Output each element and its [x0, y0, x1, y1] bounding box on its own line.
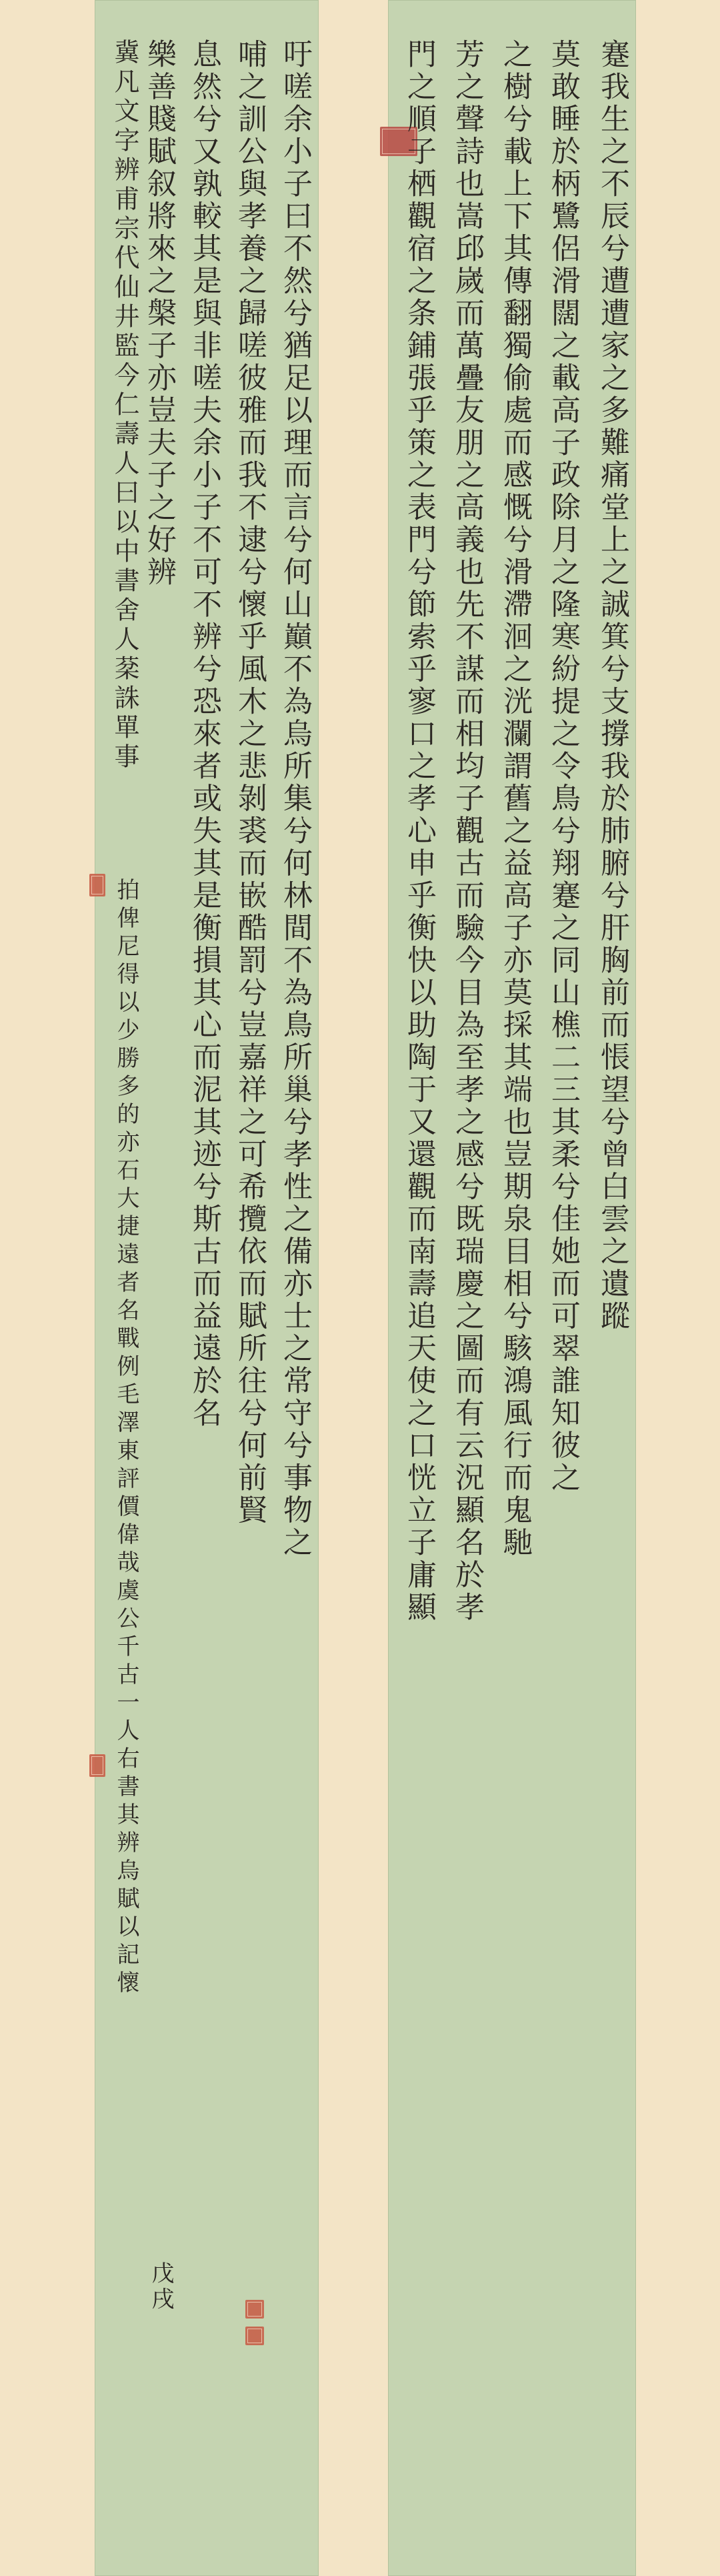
text-column-l1: 吁嗟余小子曰不然兮猶足以理而言兮何山巔不為烏所集兮何林間不為鳥所巢兮孝性之備亦士之常守兮事物之 — [278, 39, 312, 1559]
text-column-r3: 之樹兮載上下其傳翻獨偷處而感慨兮滑滯洄之洸瀾謂舊之益高子亦莫採其端也豈期泉目相兮駭鴻風行而鬼馳 — [498, 39, 532, 1559]
text-column-l5: 冀凡文字辨甫宗代仙井監今仁壽人曰以中書舍人棻誅單事 — [110, 39, 139, 772]
text-column-l3: 息然兮又孰較其是與非嗟夫余小子不可不辨兮恐來者或失其是衡損其心而泥其迹兮斯古而益遠於名 — [187, 39, 221, 1430]
left-scroll-panel — [95, 0, 319, 2576]
seal-2 — [89, 1754, 105, 1777]
signature-seal-1 — [245, 2300, 264, 2319]
seal-1 — [89, 874, 105, 896]
inscription-column: 拍俾尼得以少勝多的亦石大捷遠者名戰例毛澤東評價偉哉虞公千古一人右書其辨烏賦以記懷 — [113, 878, 139, 1998]
right-scroll-panel — [388, 0, 636, 2576]
text-column-r2: 莫敢睡於柄鷺侶滑闊之載高子政除月之隆寒紛提之令鳥兮翔蹇之同山樵二三其柔兮佳她而可翠誰知彼之 — [546, 39, 580, 1495]
text-column-r4: 芳之聲詩也嵩邱嵗而萬疊友朋之高義也先不謀而相均子觀古而驗今目為至孝之感兮既瑞慶之圖而有云況顯名於孝 — [450, 39, 484, 1624]
text-column-l2: 哺之訓公與孝養之歸嗟彼雅而我不逮兮懷乎風木之悲剝裘而嵌酷罰兮豈嘉祥之可希攬依而賦所往兮何前賢 — [233, 39, 267, 1527]
text-column-l4: 樂善賤賦叙將來之槃子亦豈夫子之好辨 — [142, 39, 176, 589]
signature: 戊戌 — [147, 2261, 174, 2313]
signature-seal-2 — [245, 2327, 264, 2345]
text-column-r1: 蹇我生之不辰兮遭遭家之多難痛堂上之誠箕兮支撐我於肺腑兮肝胸前而悵望兮曾白雲之遺蹤 — [595, 39, 629, 1333]
text-column-r5: 門之順子栖觀宿之条鋪張乎策之表門兮節索乎寥口之孝心申乎衡快以助陶于又還觀而南壽追天使之口恍立子庸顯 — [402, 39, 436, 1624]
